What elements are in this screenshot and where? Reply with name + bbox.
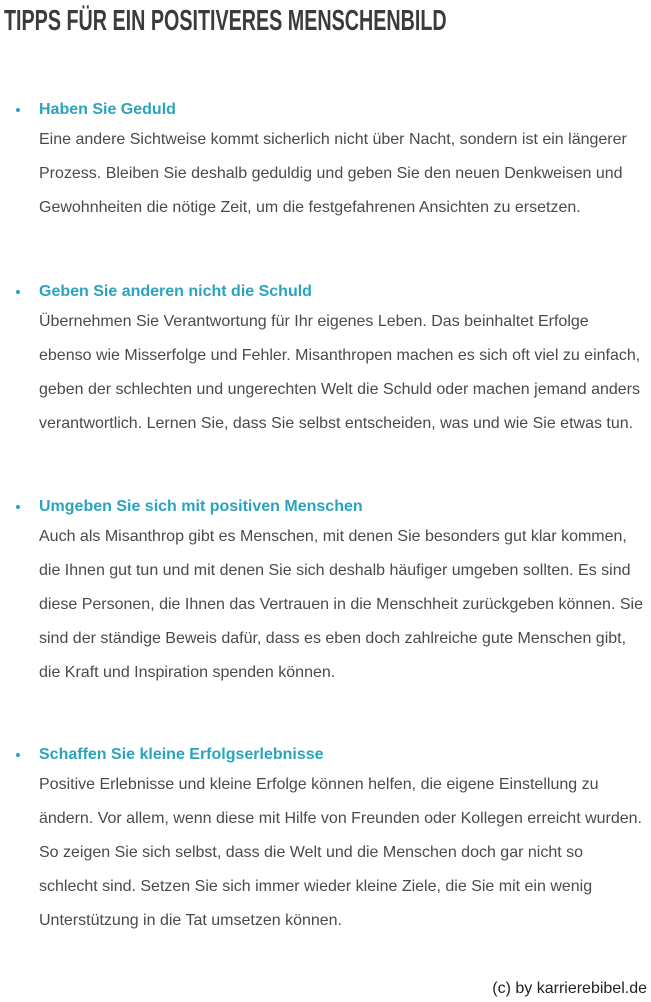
tip-body xyxy=(39,305,645,441)
tip-heading: Haben Sie Geduld xyxy=(39,101,176,118)
tip-body-line: Übernehmen Sie Verantwortung für Ihr eigenes Leben. Das beinhaltet Erfolge xyxy=(39,313,589,330)
tip-body-line: Eine andere Sichtweise kommt sicherlich nicht über Nacht, sondern ist ein längerer xyxy=(39,131,627,148)
bullet-icon xyxy=(16,505,20,509)
tip-heading: Geben Sie anderen nicht die Schuld xyxy=(39,283,312,300)
tip-body-line: Auch als Misanthrop gibt es Menschen, mit denen Sie besonders gut klar kommen, xyxy=(39,528,627,545)
tip-body-line: Prozess. Bleiben Sie deshalb geduldig und geben Sie den neuen Denkweisen und xyxy=(39,165,623,182)
copyright-footer: (c) by karrierebibel.de xyxy=(492,980,647,997)
tip-body-line: ändern. Vor allem, wenn diese mit Hilfe von Freunden oder Kollegen erreicht wurden. xyxy=(39,810,642,827)
tip-body-line: die Kraft und Inspiration spenden können. xyxy=(39,664,336,681)
tip-body-line: Positive Erlebnisse und kleine Erfolge können helfen, die eigene Einstellung zu xyxy=(39,776,599,793)
bullet-icon xyxy=(16,108,20,112)
tip-body-line: geben der schlechten und ungerechten Welt die Schuld oder machen jemand anders xyxy=(39,381,640,398)
bullet-icon xyxy=(16,753,20,757)
tip-body-line: diese Personen, die Ihnen das Vertrauen in die Menschheit zurückgeben können. Sie xyxy=(39,596,643,613)
tip-body-line: sind der ständige Beweis dafür, dass es eben doch zahlreiche gute Menschen gibt, xyxy=(39,630,627,647)
tip-body-line: So zeigen Sie sich selbst, dass die Welt und die Menschen doch gar nicht so xyxy=(39,844,584,861)
tip-body-line: die Ihnen gut tun und mit denen Sie sich deshalb häufiger umgeben sollten. Es sind xyxy=(39,562,631,579)
tip-body xyxy=(39,520,645,690)
tip-body xyxy=(39,123,645,225)
tip-body-line: verantwortlich. Lernen Sie, dass Sie selbst entscheiden, was und wie Sie etwas tun. xyxy=(39,415,634,432)
tip-heading: Umgeben Sie sich mit positiven Menschen xyxy=(39,498,363,515)
tip-body-line: Gewohnheiten die nötige Zeit, um die festgefahrenen Ansichten zu ersetzen. xyxy=(39,199,581,216)
tip-body-line: Unterstützung in die Tat umsetzen können. xyxy=(39,912,342,929)
tip-body-line: ebenso wie Misserfolge und Fehler. Misanthropen machen es sich oft viel zu einfach, xyxy=(39,347,641,364)
tip-body-line: schlecht sind. Setzen Sie sich immer wieder kleine Ziele, die Sie mit ein wenig xyxy=(39,878,593,895)
tip-heading: Schaffen Sie kleine Erfolgserlebnisse xyxy=(39,746,324,763)
page-title: TIPPS FÜR EIN POSITIVERES MENSCHENBILD xyxy=(4,5,447,37)
tip-body xyxy=(39,768,645,938)
bullet-icon xyxy=(16,290,20,294)
